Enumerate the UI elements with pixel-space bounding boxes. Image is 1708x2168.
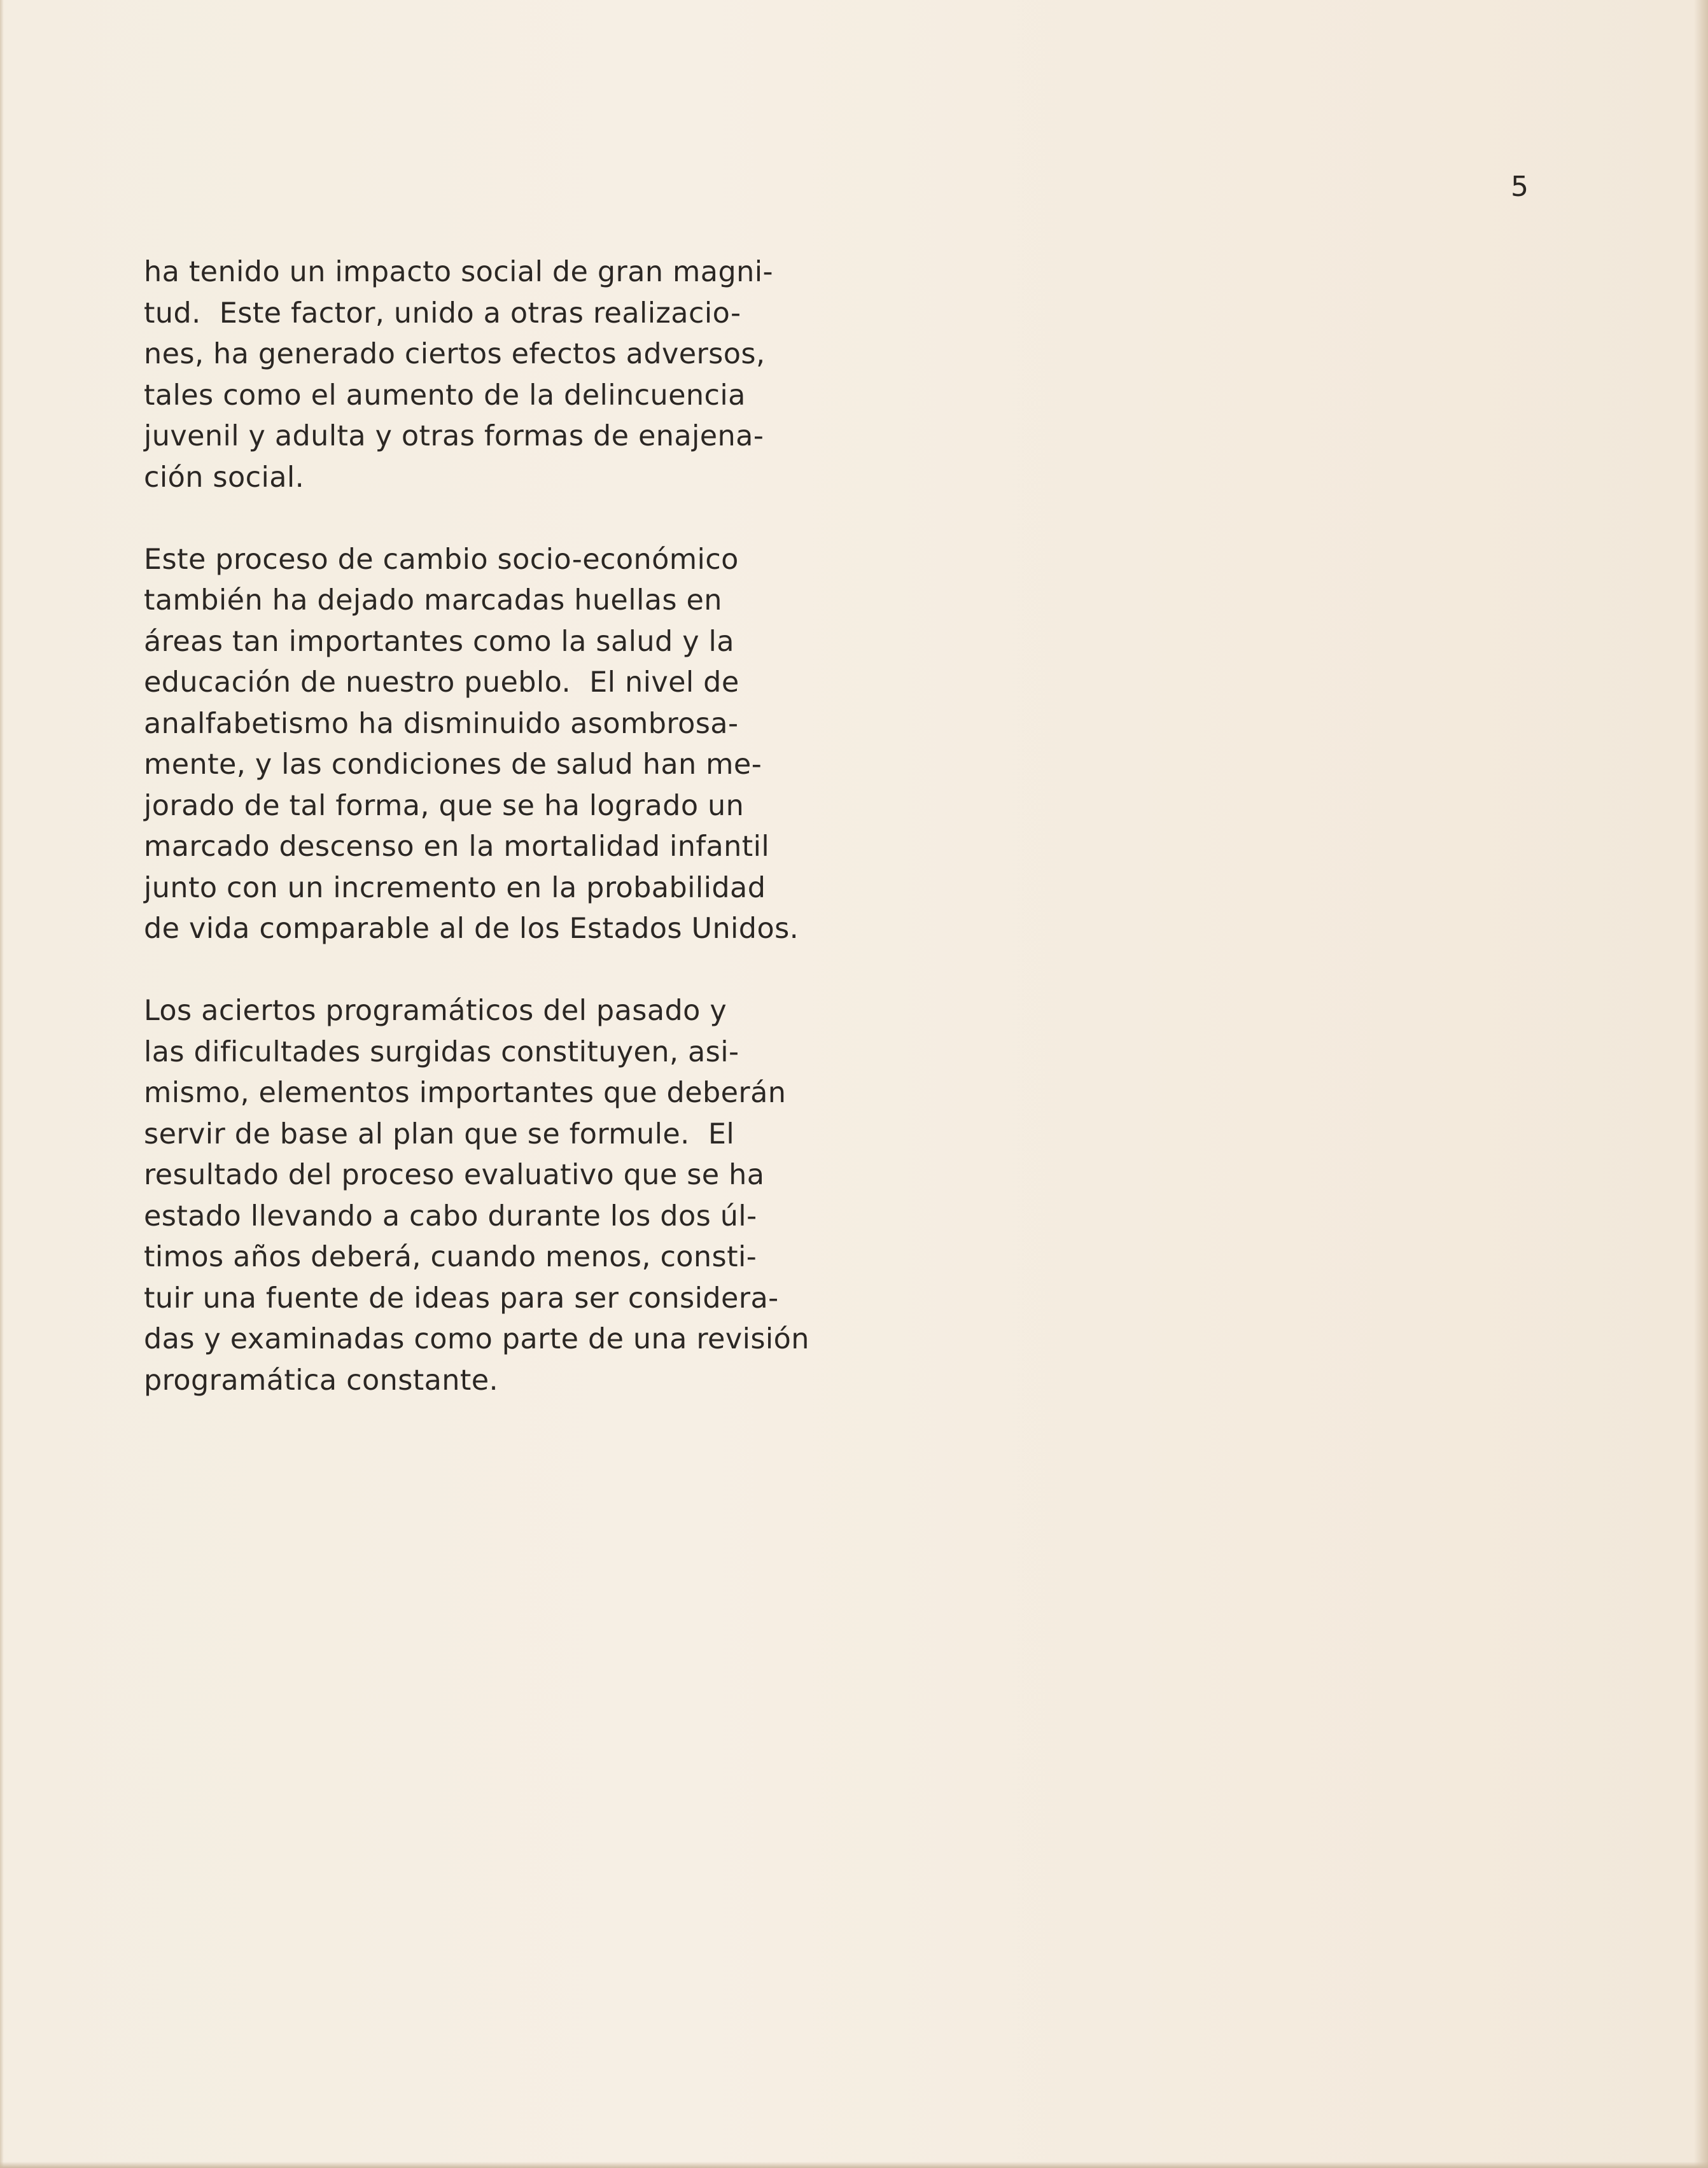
paragraph-1 xyxy=(144,252,876,498)
page-number: 5 xyxy=(1511,171,1529,203)
paragraph-3 xyxy=(144,991,876,1401)
text-line: ción social. xyxy=(144,461,305,494)
text-line: áreas tan importantes como la salud y la xyxy=(144,625,734,658)
text-line: tuir una fuente de ideas para ser considera- xyxy=(144,1282,779,1315)
paragraph-2 xyxy=(144,540,876,950)
text-line: mismo, elementos importantes que deberán xyxy=(144,1077,787,1109)
text-line: timos años deberá, cuando menos, consti- xyxy=(144,1241,757,1273)
text-line: Este proceso de cambio socio-económico xyxy=(144,543,739,576)
text-line: jorado de tal forma, que se ha logrado un xyxy=(144,789,745,822)
text-line: resultado del proceso evaluativo que se ha xyxy=(144,1159,765,1191)
text-line: ha tenido un impacto social de gran magni- xyxy=(144,256,773,288)
text-line: tales como el aumento de la delincuencia xyxy=(144,379,746,412)
text-line: servir de base al plan que se formule. El xyxy=(144,1117,735,1150)
text-line: las dificultades surgidas constituyen, asi- xyxy=(144,1035,739,1068)
text-line: nes, ha generado ciertos efectos adversos, xyxy=(144,338,766,370)
text-line: Los aciertos programáticos del pasado y xyxy=(144,995,727,1027)
body-text xyxy=(144,252,876,1443)
text-line: marcado descenso en la mortalidad infantil xyxy=(144,830,770,863)
text-line: programática constante. xyxy=(144,1364,499,1397)
text-line: analfabetismo ha disminuido asombrosa- xyxy=(144,707,739,740)
text-line: tud. Este factor, unido a otras realizacio- xyxy=(144,297,741,330)
text-line: mente, y las condiciones de salud han me- xyxy=(144,748,762,781)
text-line: también ha dejado marcadas huellas en xyxy=(144,584,722,617)
text-line: das y examinadas como parte de una revisión xyxy=(144,1323,809,1355)
page-edge-left xyxy=(0,0,4,2168)
text-line: educación de nuestro pueblo. El nivel de xyxy=(144,666,739,699)
text-line: de vida comparable al de los Estados Unidos. xyxy=(144,913,799,945)
text-line: estado llevando a cabo durante los dos úl- xyxy=(144,1199,757,1233)
page-edge-bottom xyxy=(0,2162,1708,2168)
page-edge-right xyxy=(1694,0,1708,2168)
text-line: junto con un incremento en la probabilidad xyxy=(144,871,766,904)
text-line: juvenil y adulta y otras formas de enajena- xyxy=(144,420,764,452)
